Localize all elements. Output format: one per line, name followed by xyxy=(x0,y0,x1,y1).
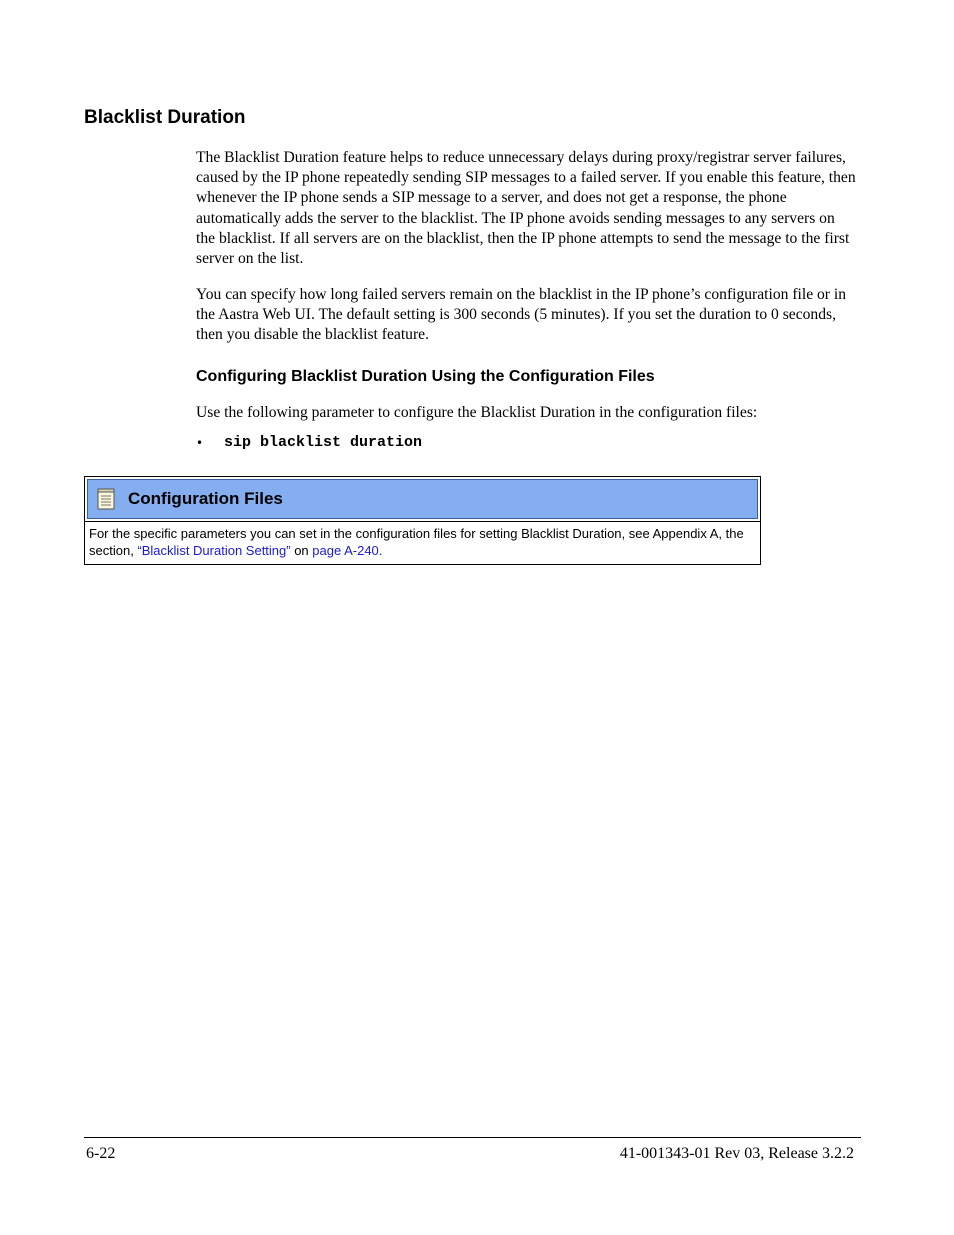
note-header xyxy=(87,479,758,519)
list-item xyxy=(196,433,422,453)
page-reference-link[interactable]: page A-240 xyxy=(312,543,379,558)
parameter-name: sip blacklist duration xyxy=(224,434,423,451)
note-box xyxy=(84,476,761,565)
document-info: 41-001343-01 Rev 03, Release 3.2.2 xyxy=(619,1145,854,1162)
note-text-period: . xyxy=(378,543,383,558)
intro-paragraph: The Blacklist Duration feature helps to reduce unnecessary delays during proxy/registrar server failures, caused by the IP phone repeatedly sending SIP messages to a failed server. If you enable this feature, then whenever the IP phone sends a SIP message to a server, and does not get a response, the phone automatically adds the server to the blacklist. The IP phone avoids sending messages to any servers on the blacklist. If all servers are on the blacklist, then the IP phone attempts to send the message to the first server on the list. xyxy=(196,149,856,268)
note-body xyxy=(85,521,760,564)
note-text: For the specific parameters you can set in the configuration files for setting Blacklist Duration, see Appendix A, the section, xyxy=(89,526,744,558)
section-title: Blacklist Duration xyxy=(84,107,246,128)
parameter-intro-paragraph: Use the following parameter to configure the Blacklist Duration in the configuration files: xyxy=(196,404,758,421)
subsection-title: Configuring Blacklist Duration Using the Configuration Files xyxy=(196,368,655,385)
notepad-icon xyxy=(97,488,115,510)
footer-divider xyxy=(84,1137,861,1138)
blacklist-duration-setting-link[interactable]: “Blacklist Duration Setting” xyxy=(137,543,291,558)
page-number: 6-22 xyxy=(86,1145,116,1162)
bullet-icon: • xyxy=(196,436,204,450)
note-text-on: on xyxy=(290,543,313,558)
duration-paragraph: You can specify how long failed servers remain on the blacklist in the IP phone’s configuration file or in the Aastra Web UI. The default setting is 300 seconds (5 minutes). If you set the duration to 0 seconds, then you disable the blacklist feature. xyxy=(196,286,847,344)
note-title: Configuration Files xyxy=(128,489,283,508)
